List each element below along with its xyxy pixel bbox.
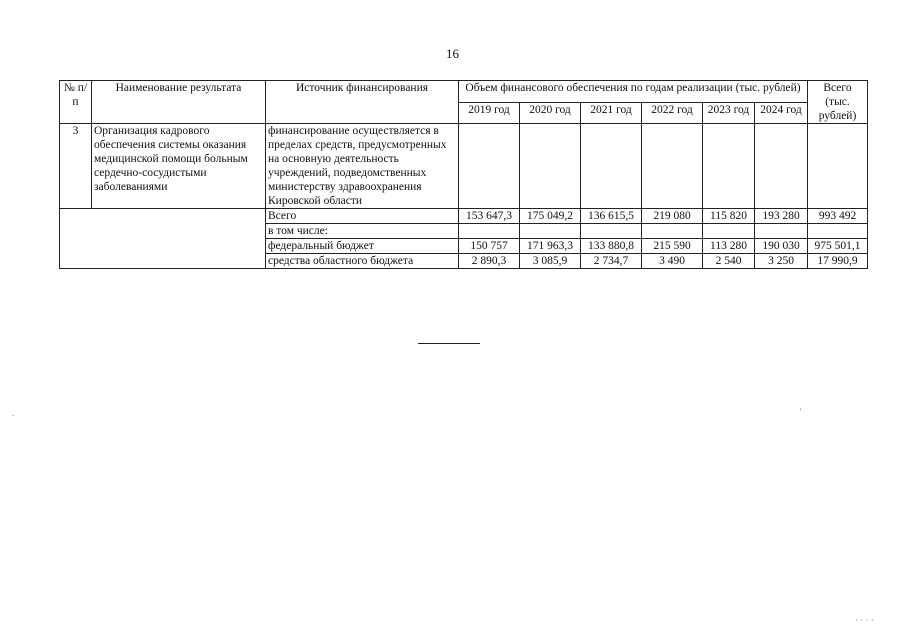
row-label: средства областного бюджета [266, 254, 459, 269]
header-row-1 [60, 81, 868, 103]
value-cell: 2 890,3 [459, 254, 520, 269]
value-cell: 171 963,3 [520, 239, 581, 254]
row-label: в том числе: [266, 224, 459, 239]
value-cell: 133 880,8 [581, 239, 642, 254]
header-total: Всего (тыс. рублей) [808, 81, 868, 124]
value-cell: 136 615,5 [581, 209, 642, 224]
header-year: 2020 год [520, 102, 581, 124]
header-num: № п/п [60, 81, 92, 124]
scan-speck: . [12, 408, 15, 418]
value-cell: 150 757 [459, 239, 520, 254]
main-row [60, 124, 868, 209]
value-cell: 2 734,7 [581, 254, 642, 269]
value-cell: 153 647,3 [459, 209, 520, 224]
empty-cell [581, 124, 642, 209]
header-year: 2022 год [642, 102, 703, 124]
header-year: 2019 год [459, 102, 520, 124]
empty-cell [642, 124, 703, 209]
value-cell: 190 030 [755, 239, 808, 254]
financing-source: финансирование осуществляется в пределах средств, предусмотренных на основную деятельность учреждений, подведомственных министерству здравоохранения Кировской области [266, 124, 459, 209]
value-cell: 3 085,9 [520, 254, 581, 269]
header-year: 2024 год [755, 102, 808, 124]
header-result-name: Наименование результата [92, 81, 266, 124]
row-label: Всего [266, 209, 459, 224]
separator-line [418, 343, 480, 344]
header-year: 2021 год [581, 102, 642, 124]
scan-speck: ' [800, 407, 802, 417]
row-number: 3 [60, 124, 92, 209]
header-source: Источник финансирования [266, 81, 459, 124]
empty-cell [703, 124, 755, 209]
empty-cell [755, 124, 808, 209]
page-number: 16 [446, 46, 459, 61]
value-cell: 2 540 [703, 254, 755, 269]
value-cell: 219 080 [642, 209, 703, 224]
value-cell: 175 049,2 [520, 209, 581, 224]
merged-empty-cell [60, 209, 266, 269]
value-cell [581, 224, 642, 239]
value-cell: 115 820 [703, 209, 755, 224]
total-cell [808, 224, 868, 239]
value-cell: 3 490 [642, 254, 703, 269]
total-cell: 975 501,1 [808, 239, 868, 254]
header-year: 2023 год [703, 102, 755, 124]
row-label: федеральный бюджет [266, 239, 459, 254]
value-cell: 215 590 [642, 239, 703, 254]
value-cell [642, 224, 703, 239]
value-cell: 113 280 [703, 239, 755, 254]
total-cell: 993 492 [808, 209, 868, 224]
financing-table [59, 80, 868, 269]
value-cell [703, 224, 755, 239]
header-volume: Объем финансового обеспечения по годам реализации (тыс. рублей) [459, 81, 808, 103]
value-cell [459, 224, 520, 239]
value-cell: 3 250 [755, 254, 808, 269]
table-row-total [60, 209, 868, 224]
value-cell: 193 280 [755, 209, 808, 224]
empty-cell [520, 124, 581, 209]
scan-speck: · · · · [855, 615, 874, 625]
empty-cell [459, 124, 520, 209]
value-cell [755, 224, 808, 239]
total-cell: 17 990,9 [808, 254, 868, 269]
result-name: Организация кадрового обеспечения системы оказания медицинской помощи больным сердечно-сосудистыми заболеваниями [92, 124, 266, 209]
value-cell [520, 224, 581, 239]
empty-cell [808, 124, 868, 209]
